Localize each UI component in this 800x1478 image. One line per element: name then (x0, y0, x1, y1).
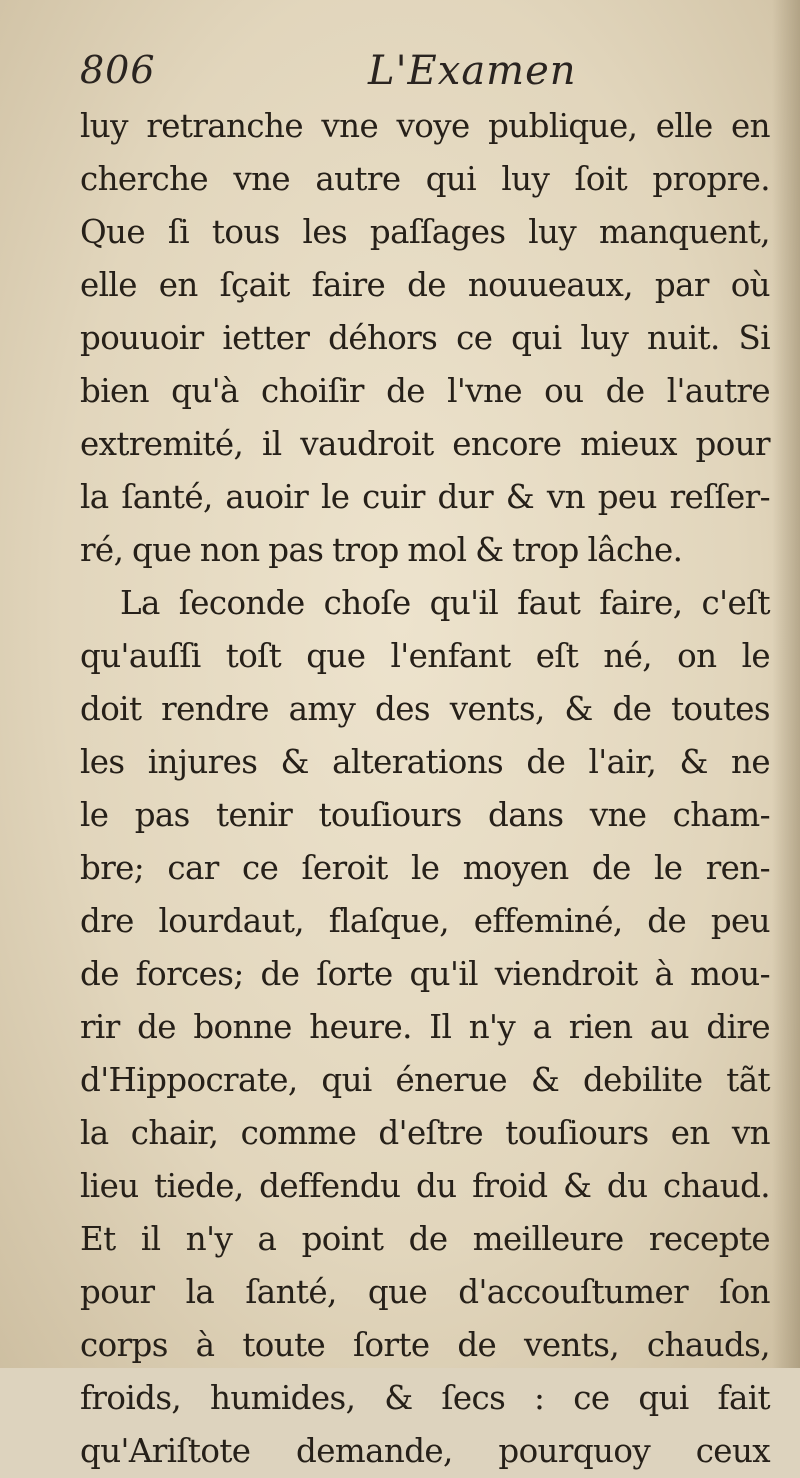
text-line: corps à toute ſorte de vents, chauds, (80, 1326, 770, 1364)
page-number: 806 (80, 48, 156, 92)
page-gutter-shadow (772, 0, 800, 1368)
text-line: pour la ſanté, que d'accouſtumer ſon (80, 1273, 770, 1311)
text-line: extremité, il vaudroit encore mieux pour (80, 425, 770, 463)
text-line: dre lourdaut, flaſque, effeminé, de peu (80, 902, 770, 940)
text-line: Que ſi tous les paſſages luy manquent, (80, 213, 770, 251)
text-line: la ſanté, auoir le cuir dur & vn peu reſſer- (80, 478, 770, 516)
text-line: la chair, comme d'eſtre touſiours en vn (80, 1114, 770, 1152)
text-line: qu'auſſi toſt que l'enfant eſt né, on le (80, 637, 770, 675)
text-line: pouuoir ietter déhors ce qui luy nuit. Si (80, 319, 770, 357)
text-line: Et il n'y a point de meilleure recepte (80, 1220, 770, 1258)
text-line: qu'Ariſtote demande, pourquoy ceux (80, 1432, 770, 1470)
text-line: le pas tenir touſiours dans vne cham- (80, 796, 770, 834)
text-line: elle en ſçait faire de nouueaux, par où (80, 266, 770, 304)
text-line: froids, humides, & ſecs : ce qui fait (80, 1379, 770, 1417)
running-title: L'Examen (368, 48, 577, 94)
text-line: de forces; de ſorte qu'il viendroit à mou- (80, 955, 770, 993)
text-line: doit rendre amy des vents, & de toutes (80, 690, 770, 728)
text-line: luy retranche vne voye publique, elle en (80, 107, 770, 145)
text-line: bien qu'à choiſir de l'vne ou de l'autre (80, 372, 770, 410)
text-line: ré, que non pas trop mol & trop lâche. (80, 531, 683, 569)
text-line: rir de bonne heure. Il n'y a rien au dire (80, 1008, 770, 1046)
text-line: bre; car ce ſeroit le moyen de le ren- (80, 849, 770, 887)
body-text (80, 100, 770, 1478)
page-header (80, 48, 770, 104)
paragraph-start-line: La ſeconde choſe qu'il faut faire, c'eſt (120, 584, 770, 622)
text-line: les injures & alterations de l'air, & ne (80, 743, 770, 781)
text-line: lieu tiede, deffendu du froid & du chaud. (80, 1167, 770, 1205)
text-line: d'Hippocrate, qui énerue & debilite tãt (80, 1061, 770, 1099)
text-line: cherche vne autre qui luy ſoit propre. (80, 160, 770, 198)
